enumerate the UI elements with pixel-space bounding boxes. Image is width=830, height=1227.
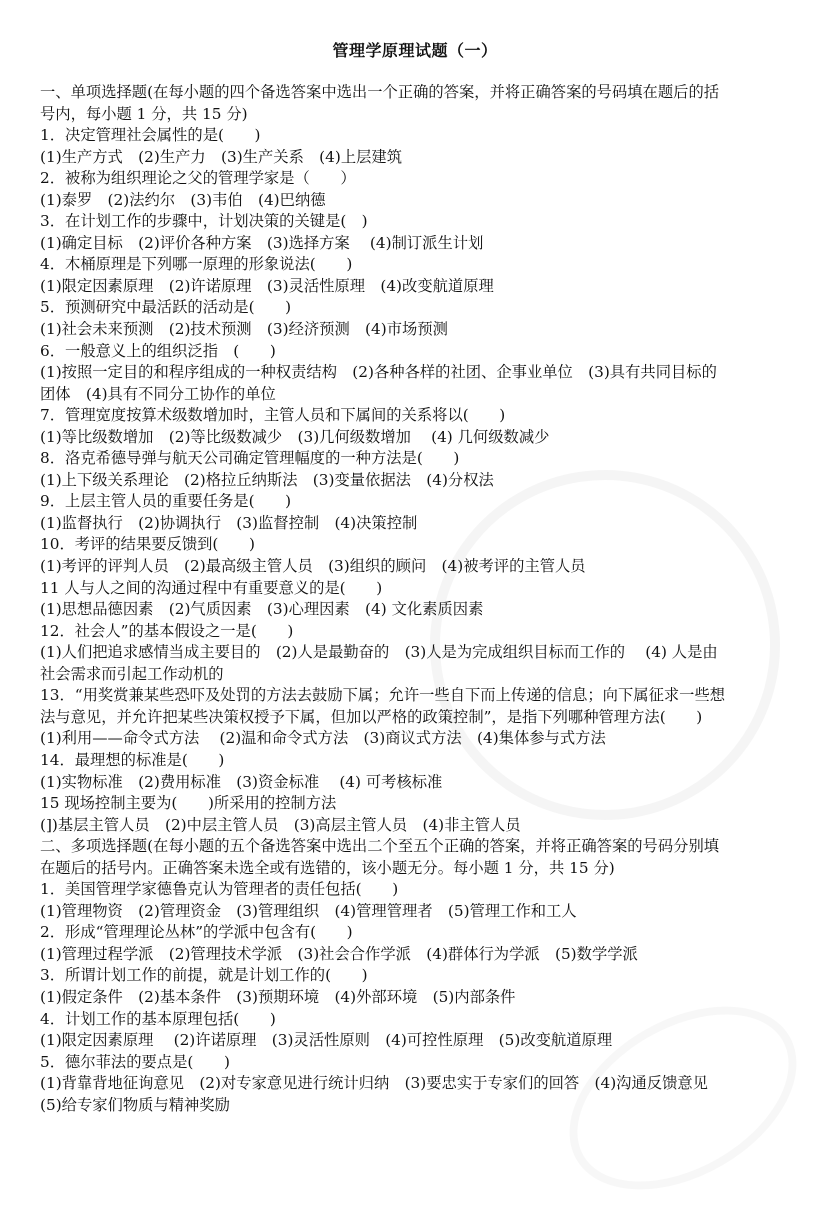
text-line: 3．所谓计划工作的前提，就是计划工作的( ) <box>40 966 368 985</box>
text-line: (1)管理物资 (2)管理资金 (3)管理组织 (4)管理管理者 (5)管理工作和工人 <box>40 901 577 920</box>
text-line: 5．预测研究中最活跃的活动是( ) <box>40 298 292 317</box>
text-line: 团体 (4)具有不同分工协作的单位 <box>40 384 276 403</box>
text-line: (5)给专家们物质与精神奖励 <box>40 1095 230 1114</box>
text-line: (1)思想品德因素 (2)气质因素 (3)心理因素 (4) 文化素质因素 <box>40 600 484 619</box>
text-line: 10．考评的结果要反馈到( ) <box>40 535 255 554</box>
text-line: (1)生产方式 (2)生产力 (3)生产关系 (4)上层建筑 <box>40 147 403 166</box>
text-line: 在题后的括号内。正确答案未选全或有选错的，该小题无分。每小题 1 分，共 15 分) <box>40 858 615 877</box>
text-line: (1)社会未来预测 (2)技术预测 (3)经济预测 (4)市场预测 <box>40 320 448 339</box>
text-line: 1．决定管理社会属性的是( ) <box>40 126 261 145</box>
text-line: 15 现场控制主要为( )所采用的控制方法 <box>40 794 337 813</box>
text-line: 12．社会人”的基本假设之一是( ) <box>40 621 294 640</box>
text-line: (1)上下级关系理论 (2)格拉丘纳斯法 (3)变量依据法 (4)分权法 <box>40 470 494 489</box>
text-line: (1)考评的评判人员 (2)最高级主管人员 (3)组织的顾问 (4)被考评的主管人员 <box>40 557 586 576</box>
question-text-block <box>40 82 792 1116</box>
text-line: 1．美国管理学家德鲁克认为管理者的责任包括( ) <box>40 880 399 899</box>
text-line: 5．德尔菲法的要点是( ) <box>40 1052 230 1071</box>
text-line: 2．被称为组织理论之父的管理学家是（ ） <box>40 169 356 188</box>
text-line: 6．一般意义上的组织泛指 ( ) <box>40 341 276 360</box>
text-line: (1)限定因素原理 (2)许诺原理 (3)灵活性原则 (4)可控性原理 (5)改变航道原理 <box>40 1031 613 1050</box>
text-line: (1)管理过程学派 (2)管理技术学派 (3)社会合作学派 (4)群体行为学派 (5)数学学派 <box>40 944 638 963</box>
text-line: 11 人与人之间的沟通过程中有重要意义的是( ) <box>40 578 383 597</box>
text-line: 14．最理想的标准是( ) <box>40 750 225 769</box>
text-line: (1)人们把追求感情当成主要目的 (2)人是最勤奋的 (3)人是为完成组织目标而工作的 (4) 人是由 <box>40 643 718 662</box>
text-line: 9．上层主管人员的重要任务是( ) <box>40 492 292 511</box>
text-line: 二、多项选择题(在每小题的五个备选答案中选出二个至五个正确的答案，并将正确答案的号码分别填 <box>40 837 720 856</box>
text-line: (1)背靠背地征询意见 (2)对专家意见进行统计归纳 (3)要忠实于专家们的回答 (4)沟通反馈意见 <box>40 1074 708 1093</box>
text-line: 13．“用奖赏兼某些恐吓及处罚的方法去鼓励下属；允许一些自下而上传递的信息；向下属征求一些想 <box>40 686 726 705</box>
text-line: (1)利用——命令式方法 (2)温和命令式方法 (3)商议式方法 (4)集体参与式方法 <box>40 729 606 748</box>
text-line: 社会需求而引起工作动机的 <box>40 664 224 683</box>
text-line: 法与意见，并允许把某些决策权授予下属，但加以严格的政策控制”，是指下列哪种管理方法( ) <box>40 707 703 726</box>
text-line: (1)限定因素原理 (2)许诺原理 (3)灵活性原理 (4)改变航道原理 <box>40 276 494 295</box>
text-line: 2．形成“管理理论丛林”的学派中包含有( ) <box>40 923 353 942</box>
text-line: (])基层主管人员 (2)中层主管人员 (3)高层主管人员 (4)非主管人员 <box>40 815 521 834</box>
text-line: 7．管理宽度按算术级数增加时，主管人员和下属间的关系将以( ) <box>40 406 506 425</box>
text-line: 一、单项选择题(在每小题的四个备选答案中选出一个正确的答案，并将正确答案的号码填在题后的括 <box>40 83 720 101</box>
text-line: 4．木桶原理是下列哪一原理的形象说法( ) <box>40 255 353 274</box>
text-line: 3．在计划工作的步骤中，计划决策的关键是( ) <box>40 212 368 231</box>
text-line: 号内，每小题 1 分，共 15 分) <box>40 104 248 123</box>
text-line: 4．计划工作的基本原理包括( ) <box>40 1009 276 1028</box>
page-title: 管理学原理试题（一） <box>332 41 498 60</box>
text-line: (1)按照一定目的和程序组成的一种权责结构 (2)各种各样的社团、企事业单位 (3)具有共同目标的 <box>40 363 717 382</box>
text-line: (1)监督执行 (2)协调执行 (3)监督控制 (4)决策控制 <box>40 513 418 532</box>
text-line: (1)假定条件 (2)基本条件 (3)预期环境 (4)外部环境 (5)内部条件 <box>40 987 516 1006</box>
text-line: (1)等比级数增加 (2)等比级数减少 (3)几何级数增加 (4) 几何级数减少 <box>40 427 550 446</box>
text-line: (1)泰罗 (2)法约尔 (3)韦伯 (4)巴纳德 <box>40 190 326 209</box>
text-line: 8．洛克希德导弹与航天公司确定管理幅度的一种方法是( ) <box>40 449 460 468</box>
text-line: (1)实物标准 (2)费用标准 (3)资金标准 (4) 可考核标准 <box>40 772 443 791</box>
text-line: (1)确定目标 (2)评价各种方案 (3)选择方案 (4)制订派生计划 <box>40 233 484 252</box>
